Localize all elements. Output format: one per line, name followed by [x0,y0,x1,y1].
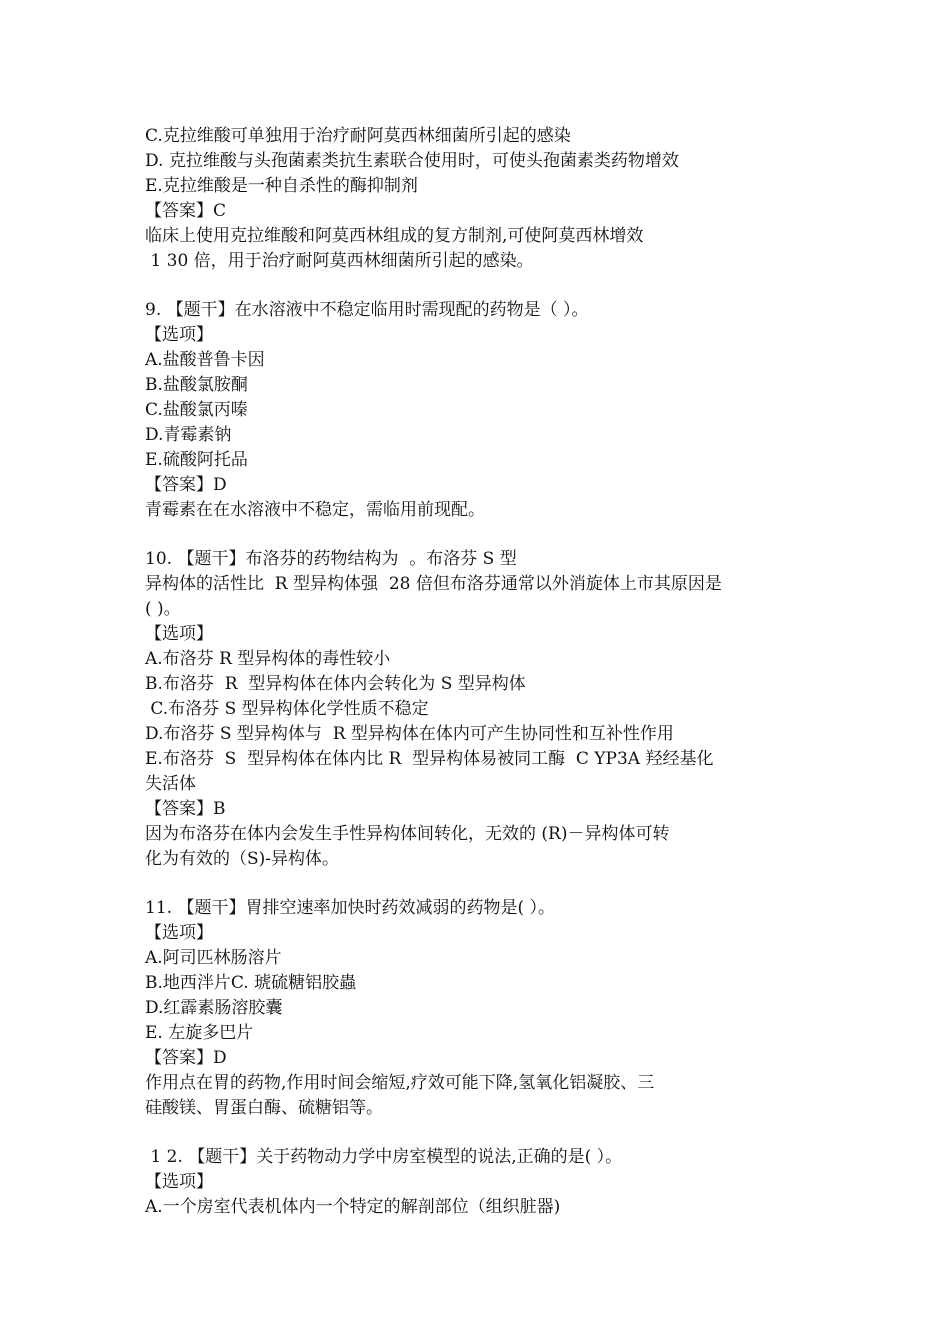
question-stem: 异构体的活性比 R 型异构体强 28 倍但布洛芬通常以外消旋体上市其原因是 [145,574,722,594]
question-stem: 10. 【题干】布洛芬的药物结构为 。布洛芬 S 型 [145,549,517,569]
explanation-line: 1 30 倍，用于治疗耐阿莫西林细菌所引起的感染。 [145,251,534,271]
option-line: E.硫酸阿托品 [145,450,248,470]
question-stem: 9. 【题干】在水溶液中不稳定临用时需现配的药物是（ ）。 [145,300,589,320]
explanation-line: 作用点在胃的药物,作用时间会缩短,疗效可能下降,氢氧化铝凝胶、三 [145,1073,655,1093]
option-line: D.红霹素肠溶胶囊 [145,998,283,1018]
explanation-line: 硅酸镁、胃蛋白酶、硫糖铝等。 [145,1098,383,1118]
option-line: A.阿司匹林肠溶片 [145,948,282,968]
options-heading: 【选项】 [145,325,213,345]
option-line: A.布洛芬 R 型异构体的毒性较小 [145,649,391,669]
options-heading: 【选项】 [145,923,213,943]
option-line: D. 克拉维酸与头孢菌素类抗生素联合使用时，可使头孢菌素类药物增效 [145,151,679,171]
option-line: 失活体 [145,774,196,794]
answer-line: 【答案】D [145,475,227,495]
option-line: B.布洛芬 R 型异构体在体内会转化为 S 型异构体 [145,674,526,694]
explanation-line: 因为布洛芬在体内会发生手性异构体间转化，无效的 (R)－异构体可转 [145,824,670,844]
answer-line: 【答案】B [145,799,226,819]
option-line: D.布洛芬 S 型异构体与 R 型异构体在体内可产生协同性和互补性作用 [145,724,674,744]
options-heading: 【选项】 [145,624,213,644]
question-stem: 11. 【题干】胃排空速率加快时药效减弱的药物是( ）。 [145,898,555,918]
option-line: C.盐酸氯丙嗪 [145,400,248,420]
question-stem: 1 2. 【题干】关于药物动力学中房室模型的说法,正确的是( ）。 [145,1147,623,1167]
option-line: E. 左旋多巴片 [145,1023,254,1043]
option-line: E.布洛芬 S 型异构体在体内比 R 型异构体易被同工酶 C YP3A 羟经基化 [145,749,714,769]
options-heading: 【选项】 [145,1172,213,1192]
option-line: E.克拉维酸是一种自杀性的酶抑制剂 [145,176,418,196]
answer-line: 【答案】D [145,1048,227,1068]
option-line: A.盐酸普鲁卡因 [145,350,265,370]
explanation-line: 青霉素在在水溶液中不稳定，需临用前现配。 [145,500,485,520]
option-line: B.盐酸氯胺酮 [145,375,248,395]
option-line: B.地西泮片C. 琥硫糖铝胶蟲 [145,973,357,993]
option-line: C.克拉维酸可单独用于治疗耐阿莫西林细菌所引起的感染 [145,126,571,146]
explanation-line: 临床上使用克拉维酸和阿莫西林组成的复方制剂,可使阿莫西林增效 [145,226,644,246]
option-line: D.青霉素钠 [145,425,232,445]
question-stem: ( )。 [145,599,181,619]
explanation-line: 化为有效的（S)-异构体。 [145,849,340,869]
option-line: C.布洛芬 S 型异构体化学性质不稳定 [145,699,429,719]
answer-line: 【答案】C [145,201,227,221]
option-line: A.一个房室代表机体内一个特定的解剖部位（组织脏器) [145,1197,561,1217]
